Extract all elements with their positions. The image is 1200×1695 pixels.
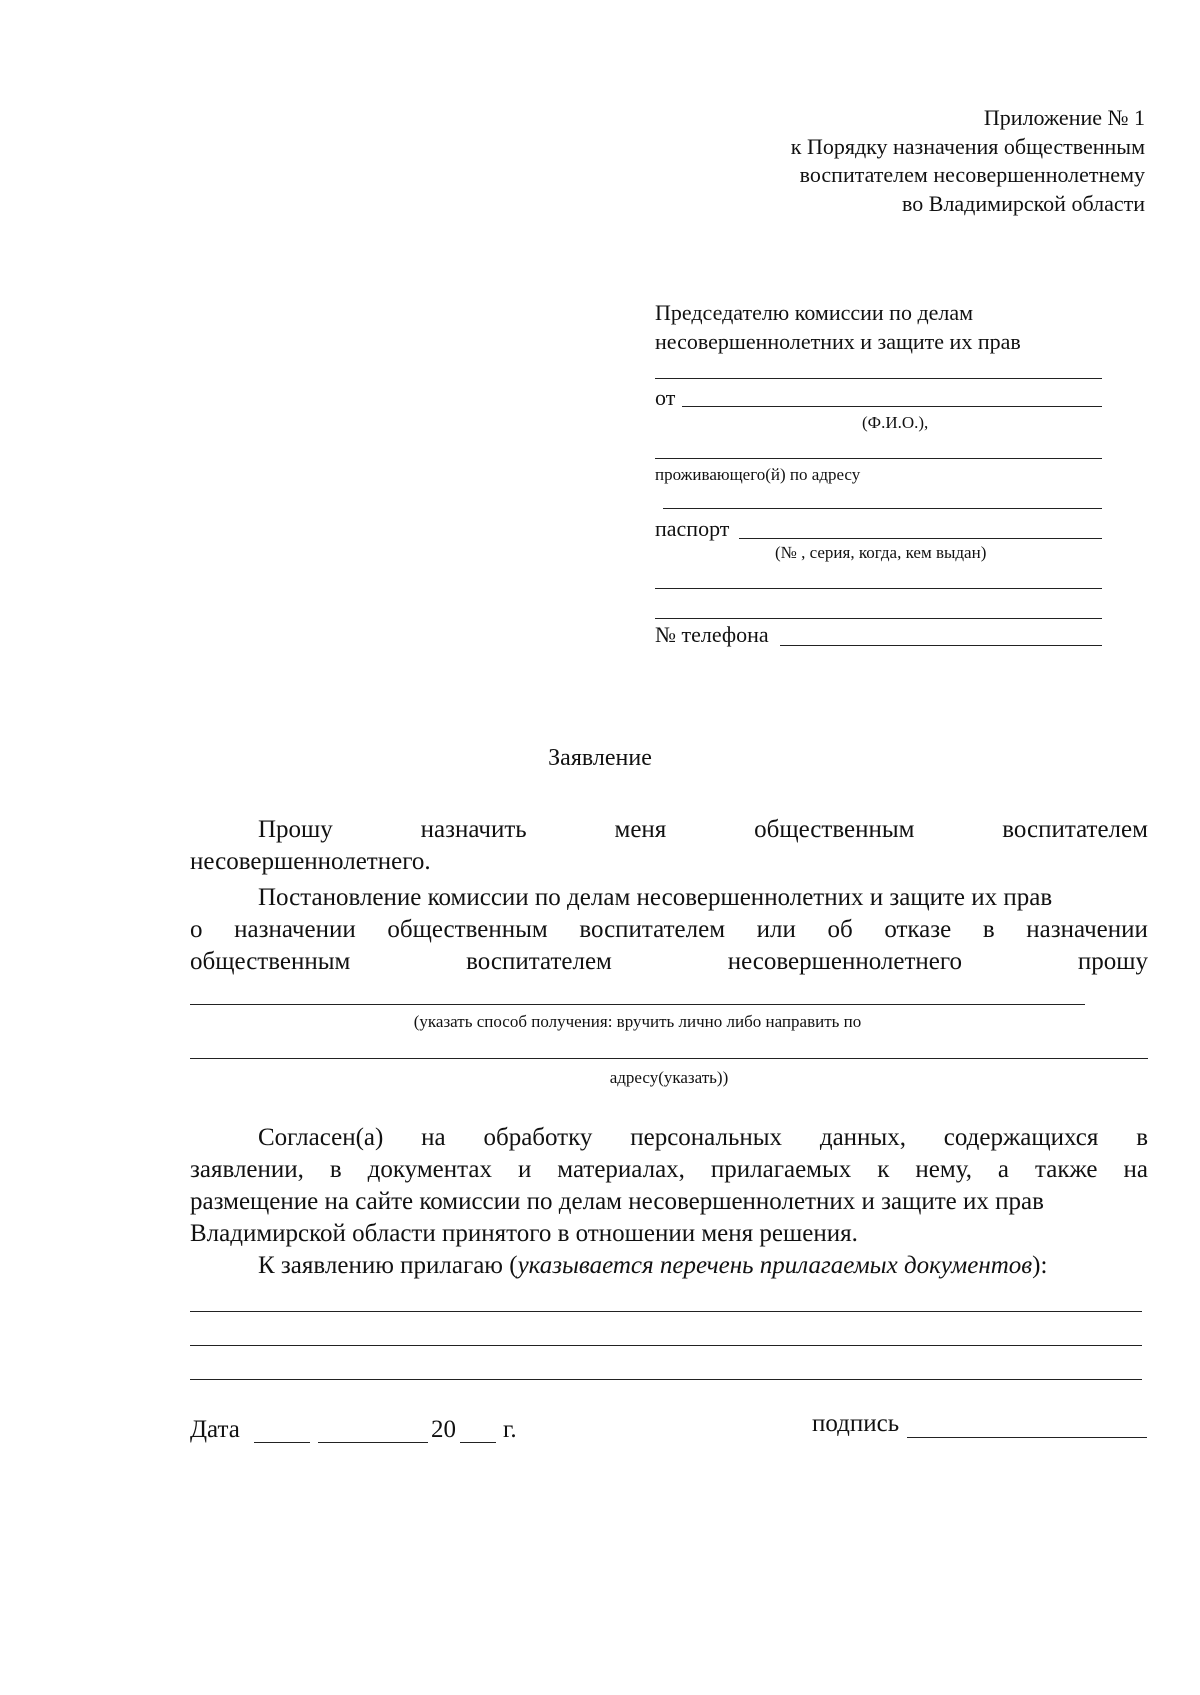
from-input-line[interactable] <box>682 406 1102 407</box>
appendix-header <box>791 104 1145 218</box>
consent-word: данных, <box>819 1124 906 1151</box>
date-year-prefix: 20 <box>431 1416 456 1443</box>
attachments-lead: К заявлению прилагаю ( <box>258 1252 518 1279</box>
date-day-line[interactable] <box>254 1442 310 1443</box>
consent-paragraph <box>190 1122 1148 1250</box>
resolution-word: воспитателем <box>579 916 726 943</box>
resolution-line-2 <box>190 914 1148 946</box>
addressee-line-2: несовершеннолетних и защите их прав <box>655 329 1021 354</box>
attachments-italic-note: указывается перечень прилагаемых документов <box>517 1252 1033 1279</box>
appendix-line-3: воспитателем несовершеннолетнему <box>799 162 1145 187</box>
date-year-line[interactable] <box>460 1442 496 1443</box>
addressee-line-1: Председателю комиссии по делам <box>655 300 974 325</box>
consent-word: на <box>1123 1156 1148 1183</box>
appendix-line-1: Приложение № 1 <box>983 105 1145 130</box>
request-line-2: несовершеннолетнего. <box>190 848 431 875</box>
resolution-word: отказе <box>884 916 952 943</box>
request-line-1 <box>190 814 1148 846</box>
document-title: Заявление <box>548 745 652 771</box>
signature-line[interactable] <box>907 1437 1147 1438</box>
consent-word: нему, <box>915 1156 972 1183</box>
consent-word: в <box>329 1156 342 1183</box>
consent-word: персональных <box>630 1124 783 1151</box>
consent-word: обработку <box>483 1124 593 1151</box>
from-label: от <box>655 385 676 410</box>
request-word: меня <box>614 816 667 843</box>
passport-extra-line-2[interactable] <box>655 618 1102 619</box>
date-label: Дата <box>190 1416 240 1443</box>
attachments-line-1[interactable] <box>190 1311 1142 1312</box>
request-word: Прошу <box>258 816 333 843</box>
address-input-line[interactable] <box>663 508 1102 509</box>
consent-line-4: Владимирской области принятого в отношении меня решения. <box>190 1220 858 1247</box>
passport-label: паспорт <box>655 516 730 541</box>
attachments-tail: ): <box>1032 1252 1048 1279</box>
consent-word: к <box>877 1156 890 1183</box>
attachments-line-3[interactable] <box>190 1379 1142 1380</box>
consent-word: документах <box>367 1156 492 1183</box>
signature-label: подпись <box>812 1410 900 1437</box>
passport-input-line[interactable] <box>739 538 1102 539</box>
request-word: назначить <box>420 816 527 843</box>
consent-word: Согласен(а) <box>258 1124 384 1151</box>
consent-word: также <box>1035 1156 1098 1183</box>
consent-word: и <box>517 1156 532 1183</box>
consent-word: а <box>997 1156 1010 1183</box>
consent-word: содержащихся <box>943 1124 1099 1151</box>
consent-line-2 <box>190 1154 1148 1186</box>
resolution-word: прошу <box>1077 948 1148 975</box>
consent-word: в <box>1136 1124 1148 1151</box>
attachments-line-2[interactable] <box>190 1345 1142 1346</box>
addressee-blank-line[interactable] <box>655 378 1102 379</box>
consent-line-1 <box>190 1122 1148 1154</box>
consent-word: на <box>421 1124 446 1151</box>
resolution-word: назначении <box>1026 916 1148 943</box>
resolution-word: воспитателем <box>466 948 612 975</box>
date-year-suffix: г. <box>503 1416 517 1443</box>
delivery-caption-2: адресу(указать)) <box>609 1068 729 1087</box>
resolution-word: несовершеннолетнего <box>727 948 963 975</box>
resolution-line-1: Постановление комиссии по делам несовершеннолетних и защите их прав <box>258 884 1053 911</box>
attachments-paragraph <box>190 1250 1148 1282</box>
phone-label: № телефона <box>655 622 769 647</box>
addressee-block <box>655 298 1021 356</box>
request-word: общественным <box>754 816 915 843</box>
request-paragraph <box>190 814 1148 878</box>
consent-word: материалах, <box>557 1156 685 1183</box>
consent-word: заявлении, <box>190 1156 304 1183</box>
delivery-method-line-2[interactable] <box>190 1058 1148 1059</box>
fio-caption: (Ф.И.О.), <box>862 413 929 432</box>
resolution-word: об <box>827 916 853 943</box>
phone-input-line[interactable] <box>780 645 1102 646</box>
resolution-paragraph <box>190 882 1148 978</box>
consent-line-3: размещение на сайте комиссии по делам несовершеннолетних и защите их прав <box>190 1188 1044 1215</box>
residing-caption: проживающего(й) по адресу <box>655 465 861 484</box>
resolution-word: общественным <box>190 948 351 975</box>
resolution-word: или <box>756 916 796 943</box>
appendix-line-4: во Владимирской области <box>902 190 1145 216</box>
resolution-line-3 <box>190 946 1148 978</box>
delivery-caption-1: (указать способ получения: вручить лично либо направить по <box>413 1012 862 1031</box>
fio-blank-line[interactable] <box>655 458 1102 459</box>
attachments-line <box>190 1250 1148 1282</box>
resolution-word: общественным <box>387 916 548 943</box>
appendix-line-2: к Порядку назначения общественным <box>790 133 1145 159</box>
consent-word: прилагаемых <box>710 1156 852 1183</box>
resolution-word: назначении <box>234 916 356 943</box>
date-month-line[interactable] <box>318 1442 428 1443</box>
passport-extra-line-1[interactable] <box>655 588 1102 589</box>
request-word: воспитателем <box>1002 816 1148 843</box>
passport-caption: (№ , серия, когда, кем выдан) <box>775 543 987 562</box>
delivery-method-line-1[interactable] <box>190 1004 1085 1005</box>
resolution-word: в <box>982 916 995 943</box>
resolution-word: о <box>190 916 203 943</box>
